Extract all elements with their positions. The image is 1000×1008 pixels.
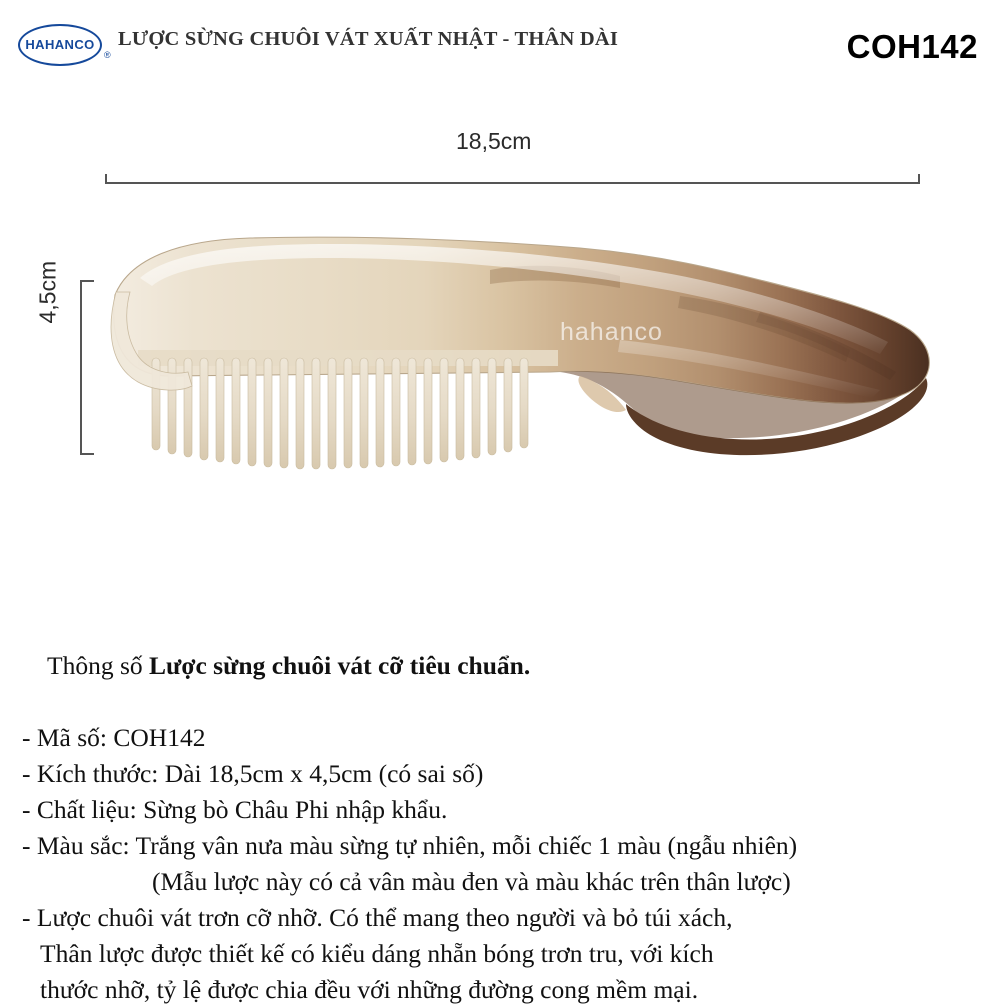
- description-line-usage-2: Thân lược được thiết kế có kiểu dáng nhẵn bóng trơn tru, với kích: [40, 939, 714, 968]
- product-code: COH142: [846, 28, 978, 65]
- logo-registered-mark: ®: [104, 50, 111, 60]
- description-line-color: - Màu sắc: Trắng vân nưa màu sừng tự nhiên, mỗi chiếc 1 màu (ngẫu nhiên): [22, 831, 798, 860]
- width-measure-label: 18,5cm: [456, 128, 532, 154]
- logo-text: HAHANCO: [25, 37, 95, 52]
- description-title: [22, 612, 982, 720]
- width-measure-line: [105, 182, 920, 184]
- image-watermark: hahanco: [560, 318, 663, 346]
- hahanco-logo: [18, 24, 111, 68]
- description-line-code: - Mã số: COH142: [22, 723, 206, 752]
- description-title-prefix: Thông số: [47, 651, 150, 680]
- page-header: [0, 0, 1000, 86]
- page-title: LƯỢC SỪNG CHUÔI VÁT XUẤT NHẬT - THÂN DÀI: [118, 28, 619, 50]
- description-line-size: - Kích thước: Dài 18,5cm x 4,5cm (có sai số): [22, 759, 484, 788]
- description-line-usage-3: thước nhỡ, tỷ lệ được chia đều với những đường cong mềm mại.: [40, 975, 699, 1004]
- product-description: [22, 612, 982, 1008]
- description-line-color-note: (Mẫu lược này có cả vân màu đen và màu khác trên thân lược): [152, 867, 791, 896]
- description-line-material: - Chất liệu: Sừng bò Châu Phi nhập khẩu.: [22, 795, 448, 824]
- description-title-bold: Lược sừng chuôi vát cỡ tiêu chuẩn.: [149, 651, 531, 680]
- product-image: [60, 200, 960, 530]
- height-measure-label: 4,5cm: [34, 260, 61, 324]
- description-line-usage-1: - Lược chuôi vát trơn cỡ nhỡ. Có thể mang theo người và bỏ túi xách,: [22, 903, 733, 932]
